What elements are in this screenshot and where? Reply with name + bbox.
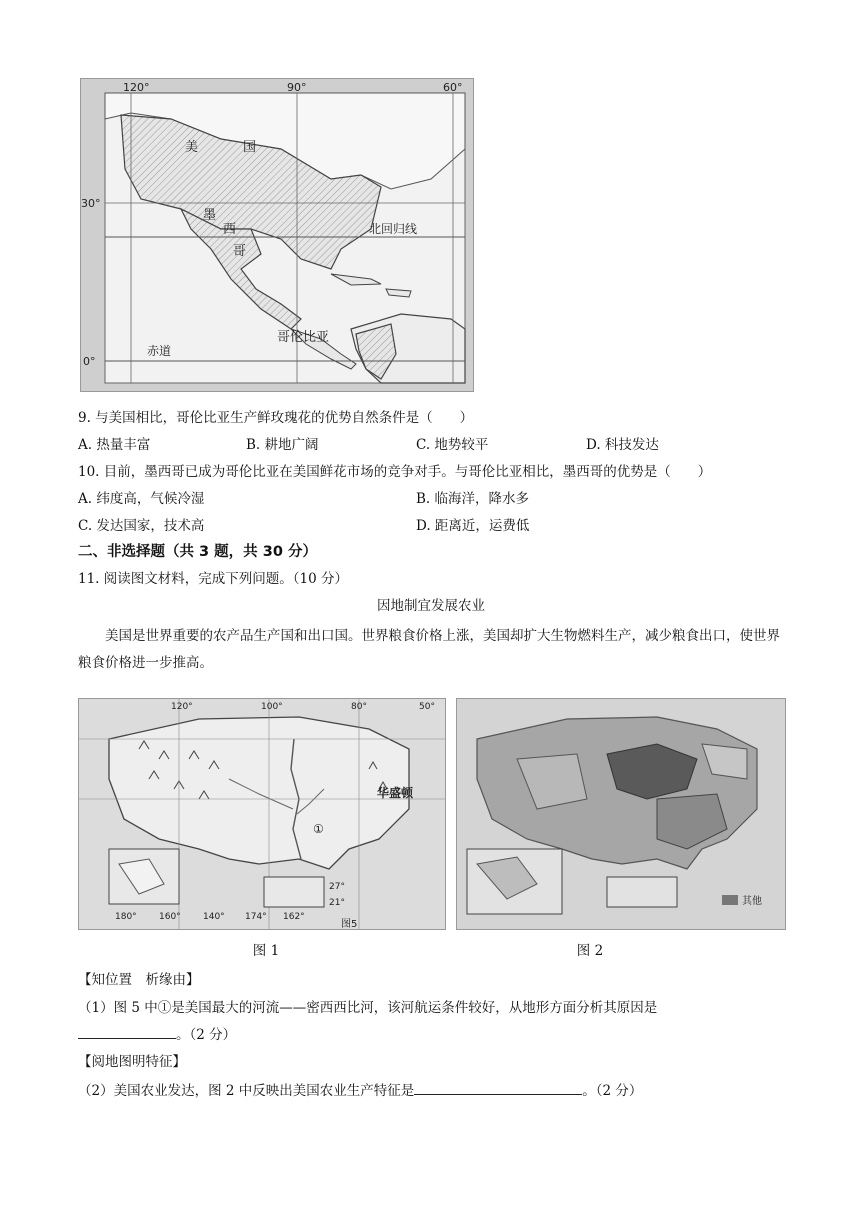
q11-stem: 11. 阅读图文材料，完成下列问题。（10 分） [78,571,348,587]
inset-lon-label: 162° [283,912,305,922]
lat-label: 0° [83,355,96,368]
fig1-lon-label: 80° [351,702,367,712]
country-label-usa: 美 [185,140,199,155]
q10-option-a[interactable]: A. 纬度高，气候冷湿 [78,491,205,507]
washington-label: 华盛顿 [377,786,414,800]
q11-part2 [78,1080,642,1101]
q10-option-d[interactable]: D. 距离近，运费低 [416,518,530,534]
section-b-heading: 【阅地图明特征】 [78,1054,186,1070]
americas-map [80,78,474,392]
fig1-lon-label: 50° [419,702,435,712]
section-title: 二、非选择题（共 3 题，共 30 分） [78,544,317,560]
q10-option-b[interactable]: B. 临海洋，降水多 [416,491,530,507]
section-a-heading: 【知位置 析缘由】 [78,972,200,988]
material-title: 因地制宜发展农业 [377,598,485,614]
country-label-mexico: 哥 [233,244,247,259]
inset-lat-label: 27° [329,882,345,892]
figure-2-agriculture-map [456,698,786,930]
inset-lon-label: 160° [159,912,181,922]
legend-label: 其他 [742,896,762,907]
q10-option-c[interactable]: C. 发达国家，技术高 [78,518,205,534]
inset-lat-label: 21° [329,898,345,908]
lon-label: 60° [443,81,463,94]
inset-lon-label: 174° [245,912,267,922]
figure-2-caption: 图 2 [576,943,604,959]
figure-bottom-label: 图5 [341,919,358,929]
q9-option-c[interactable]: C. 地势较平 [416,437,489,453]
score-note: 。（2 分） [582,1083,643,1099]
lon-label: 120° [123,81,150,94]
q9-stem: 9. 与美国相比，哥伦比亚生产鲜玫瑰花的优势自然条件是（ ） [78,410,474,426]
equator-label: 赤道 [147,344,172,358]
q9-option-d[interactable]: D. 科技发达 [586,437,659,453]
country-label-mexico: 墨 [203,208,217,223]
country-label-usa: 国 [243,140,257,155]
part2-text: （2）美国农业发达，图 2 中反映出美国农业生产特征是 [78,1083,415,1099]
figure-1-usa-map [78,698,446,930]
q10-stem: 10. 目前，墨西哥已成为哥伦比亚在美国鲜花市场的竞争对手。与哥伦比亚相比，墨西哥的优势是（ ） [78,464,712,480]
country-label-colombia: 哥伦比亚 [277,330,330,345]
q9-option-a[interactable]: A. 热量丰富 [78,437,151,453]
figure-1-caption: 图 1 [252,943,280,959]
fig1-lon-label: 100° [261,702,283,712]
score-note: 。（2 分） [176,1027,237,1043]
answer-blank[interactable] [414,1080,582,1095]
material-text: 美国是世界重要的农产品生产国和出口国。世界粮食价格上涨，美国却扩大生物燃料生产，减少粮食出口，使世界粮食价格进一步推高。 [78,628,780,671]
tropic-label: 北回归线 [369,222,418,236]
lat-label: 30° [81,197,101,210]
inset-lon-label: 180° [115,912,137,922]
country-label-mexico: 西 [223,222,237,237]
q9-option-b[interactable]: B. 耕地广阔 [246,437,319,453]
lon-label: 90° [287,81,307,94]
river-marker: ① [313,822,324,836]
answer-blank[interactable] [78,1024,176,1039]
fig1-lon-label: 120° [171,702,193,712]
inset-lon-label: 140° [203,912,225,922]
q11-part1-answer [78,1024,236,1045]
q11-part1: （1）图 5 中①是美国最大的河流——密西西比河，该河航运条件较好，从地形方面分析其原因是 [78,1000,658,1016]
